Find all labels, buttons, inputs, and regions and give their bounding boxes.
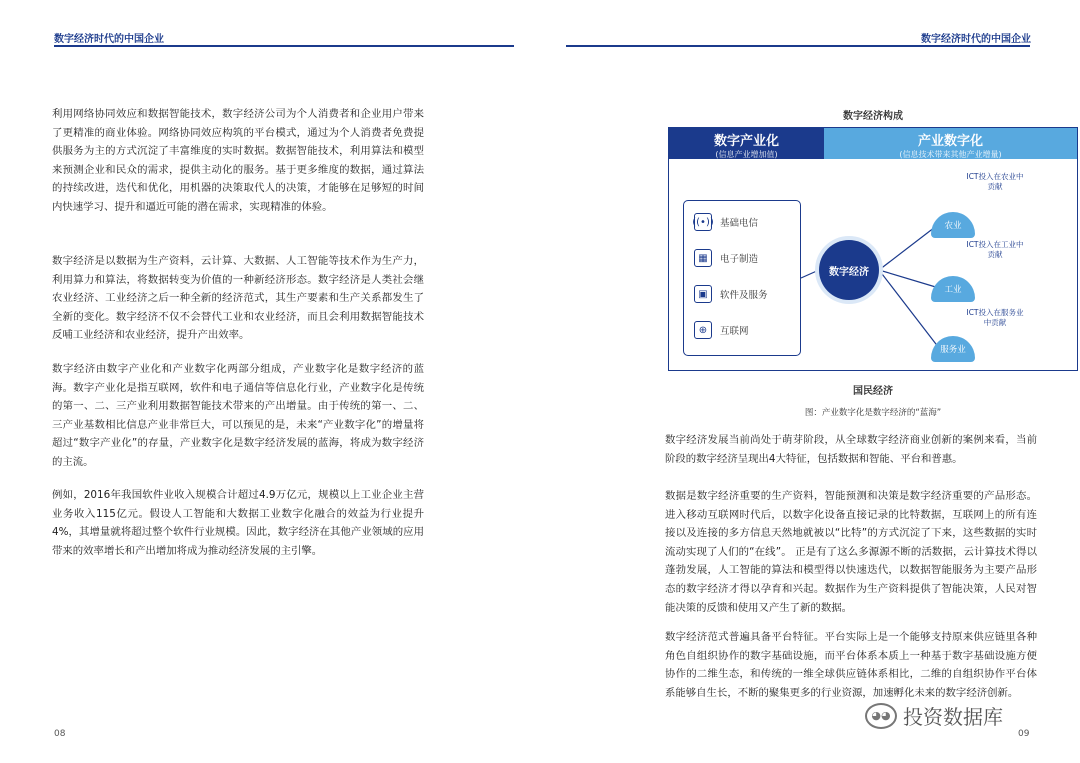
chip-icon: ▦ — [694, 249, 712, 267]
sector-agriculture: 农业 — [931, 212, 975, 238]
band-right-subtitle: (信息技术带来其他产业增量) — [899, 150, 1002, 159]
header-left: 数字经济时代的中国企业 — [54, 34, 164, 45]
left-paragraph-3: 数字经济由数字产业化和产业数字化两部分组成，产业数字化是数字经济的蓝海。数字产业化是指互联网，软件和电子通信等信息化行业，产业数字化是传统的第一、二、三产业利用数据智能技术带来的产出增量。由于传统的第一、二、三产业基数相比信息产业非常巨大，可以预见的是，未来“产业数字化”的增量将超过“数字产业化”的存量，产业数字化是数字经济发展的蓝海，将成为数字经济的主流。 — [52, 363, 424, 468]
item-telecom-label: 基础电信 — [720, 218, 759, 229]
sector-services: 服务业 — [931, 336, 975, 362]
right-paragraph-1: 数字经济发展当前尚处于萌芽阶段，从全球数字经济商业创新的案例来看，当前阶段的数字经济呈现出4大特征，包括数据和智能、平台和普惠。 — [665, 434, 1037, 465]
item-internet-label: 互联网 — [720, 326, 749, 337]
band-right-title: 产业数字化 — [917, 134, 983, 149]
signal-tower-icon: ((•)) — [694, 213, 712, 231]
right-paragraph-2: 数据是数字经济重要的生产资料，智能预测和决策是数字经济重要的产品形态。进入移动互联网时代后，以数字化设备直接记录的比特数据，互联网上的所有连接以及连接的多方信息天然地就被以“比特”的方式沉淀了下来，这些数据的实时流动实现了人们的“在线”。 正是有了这么多源源不断的活数据，云计算技术得以蓬勃发展，人工智能的算法和模型得以快速迭代，以数据智能服务为主要产品形态的数字经济才得以孕育和兴起。数据作为生产资料提供了智能决策，人民对智能决策的反馈和使用又产生了新的数据。 — [665, 490, 1037, 614]
left-paragraph-1: 利用网络协同效应和数据智能技术，数字经济公司为个人消费者和企业用户带来了更精准的商业体验。网络协同效应构筑的平台模式，通过为个人消费者免费提供服务为主的方式沉淀了丰富维度的实时数据。数据智能技术，利用算法和模型来预测企业和民众的需求，提供主动化的服务。基于更多维度的数据，通过算法的持续改进，迭代和优化，用机器的决策取代人的决策，才能够在足够短的时间内快速学习、提升和逼近可能的潜在需求，实现精准的体验。 — [52, 108, 424, 213]
wechat-icon: ◕◕ — [865, 703, 897, 729]
header-rule-left — [54, 45, 514, 47]
hub-digital-economy: 数字经济 — [819, 240, 879, 300]
item-software-label: 软件及服务 — [720, 290, 768, 301]
figure-caption: 图：产业数字化是数字经济的“蓝海” — [804, 408, 942, 418]
figure-title: 数字经济构成 — [843, 111, 903, 122]
figure-frame — [668, 127, 1078, 371]
page-number-left: 08 — [54, 729, 66, 739]
right-paragraph-3: 数字经济范式普遍具备平台特征。平台实际上是一个能够支持原来供应链里各种角色自组织协作的数字基础设施，而平台体系本质上一种基于数字基础设施方便协作的二维生态，和传统的一维全球供应链体系相比，二维的自组织协作平台体系能够自生长，不断的聚集更多的行业资源，加速孵化未来的数字经济创新。 — [665, 631, 1037, 699]
ict-label-services: ICT投入在服务业中贡献 — [966, 308, 1024, 327]
watermark-text: 投资数据库 — [903, 705, 1003, 729]
band-left-title: 数字产业化 — [713, 134, 779, 149]
header-rule-right — [566, 45, 1030, 47]
globe-icon: ⊕ — [694, 321, 712, 339]
page-number-right: 09 — [1018, 729, 1030, 739]
left-paragraph-2: 数字经济是以数据为生产资料，云计算、大数据、人工智能等技术作为生产力，利用算力和算法，将数据转变为价值的一种新经济形态。数字经济是人类社会继农业经济、工业经济之后一种全新的经济范式，其生产要素和生产关系都发生了全新的变化。数字经济不仅不会替代工业和农业经济，而且会利用数据智能技术反哺工业经济和农业经济，提升产出效率。 — [52, 255, 424, 342]
ict-label-agriculture: ICT投入在农业中贡献 — [966, 172, 1024, 191]
sector-industry: 工业 — [931, 276, 975, 302]
ict-label-industry: ICT投入在工业中贡献 — [966, 240, 1024, 259]
left-paragraph-4: 例如，2016年我国软件业收入规模合计超过4.9万亿元，规模以上工业企业主营业务收入115亿元。假设人工智能和大数据工业数字化融合的效益为行业提升4%，其增量就将超过整个软件行业规模。因此，数字经济在其他产业领域的应用带来的效率增长和产出增加将成为推动经济发展的主引擎。 — [52, 489, 424, 557]
floppy-disk-icon: ▣ — [694, 285, 712, 303]
band-left-subtitle: (信息产业增加值) — [715, 150, 778, 159]
header-right: 数字经济时代的中国企业 — [921, 34, 1031, 45]
watermark — [865, 701, 1003, 730]
item-electronics-label: 电子制造 — [720, 254, 759, 265]
figure-base-label: 国民经济 — [853, 386, 893, 397]
